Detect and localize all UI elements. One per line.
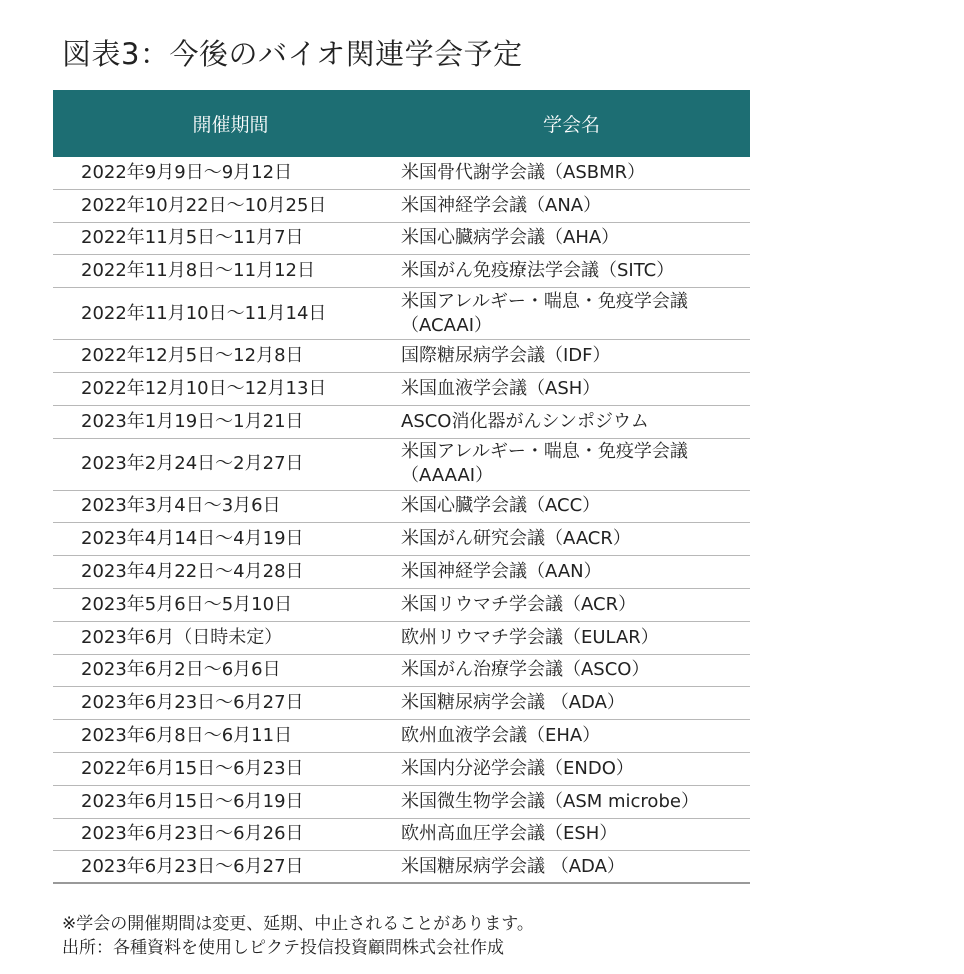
period-cell: 2023年6月8日～6月11日 xyxy=(81,725,293,747)
conference-name-line: 欧州血液学会議（EHA） xyxy=(401,725,601,747)
table-row xyxy=(53,589,750,622)
conference-name-line: 国際糖尿病学会議（IDF） xyxy=(401,345,611,367)
conference-name-cell xyxy=(379,259,750,283)
period-cell: 2022年11月5日～11月7日 xyxy=(81,227,304,249)
period-cell: 2023年6月23日～6月27日 xyxy=(81,855,304,877)
conference-name-cell xyxy=(379,194,750,218)
table-row xyxy=(53,190,750,223)
conference-name-line: 米国がん治療学会議（ASCO） xyxy=(401,659,650,681)
conference-name-line: 欧州高血圧学会議（ESH） xyxy=(401,823,618,845)
period-cell: 2022年9月9日～9月12日 xyxy=(81,161,293,183)
table-row xyxy=(53,288,750,340)
conference-name-cell xyxy=(379,626,750,650)
conference-name-line: 米国がん免疫療法学会議（SITC） xyxy=(401,260,675,282)
conference-name-line: 米国アレルギー・喘息・免疫学会議 xyxy=(401,441,688,463)
table-row xyxy=(53,655,750,688)
table-row xyxy=(53,720,750,753)
conference-table xyxy=(53,90,750,884)
conference-name-cell xyxy=(379,560,750,584)
conference-name-cell xyxy=(379,822,750,846)
period-cell: 2023年6月23日～6月27日 xyxy=(81,692,304,714)
table-row xyxy=(53,373,750,406)
conference-name-line: 米国血液学会議（ASH） xyxy=(401,377,601,399)
conference-name-cell xyxy=(379,790,750,814)
table-row xyxy=(53,687,750,720)
table-row xyxy=(53,439,750,491)
footnotes xyxy=(62,912,534,960)
period-cell: 2022年11月10日～11月14日 xyxy=(81,302,327,324)
period-cell: 2022年6月15日～6月23日 xyxy=(81,757,304,779)
conference-name-cell xyxy=(379,855,750,879)
table-body xyxy=(53,157,750,884)
conference-name-line: 米国リウマチ学会議（ACR） xyxy=(401,593,637,615)
table-row xyxy=(53,622,750,655)
page-title: 図表3：今後のバイオ関連学会予定 xyxy=(62,37,523,71)
conference-name-line: 米国がん研究会議（AACR） xyxy=(401,528,631,550)
conference-name-line: 米国糖尿病学会議 （ADA） xyxy=(401,855,625,877)
period-cell: 2023年5月6日～5月10日 xyxy=(81,593,293,615)
period-cell: 2023年2月24日～2月27日 xyxy=(81,453,304,475)
conference-name-line: 欧州リウマチ学会議（EULAR） xyxy=(401,626,659,648)
footnote-disclaimer: ※学会の開催期間は変更、延期、中止されることがあります。 xyxy=(62,914,534,934)
conference-name-cell xyxy=(379,691,750,715)
conference-name-cell xyxy=(379,377,750,401)
conference-name-line: 米国心臓病学会議（AHA） xyxy=(401,227,620,249)
table-row xyxy=(53,851,750,884)
conference-name-cell xyxy=(379,440,750,488)
conference-name-cell xyxy=(379,593,750,617)
period-cell: 2022年10月22日～10月25日 xyxy=(81,194,327,216)
conference-name-line: 米国骨代謝学会議（ASBMR） xyxy=(401,161,646,183)
period-cell: 2022年12月5日～12月8日 xyxy=(81,345,304,367)
period-cell: 2023年1月19日～1月21日 xyxy=(81,410,304,432)
period-cell: 2023年4月22日～4月28日 xyxy=(81,561,304,583)
period-cell: 2022年11月8日～11月12日 xyxy=(81,260,315,282)
table-row xyxy=(53,157,750,190)
table-row xyxy=(53,819,750,852)
conference-name-cell xyxy=(379,658,750,682)
table-row xyxy=(53,223,750,256)
conference-name-cell xyxy=(379,724,750,748)
table-row xyxy=(53,340,750,373)
period-cell: 2022年12月10日～12月13日 xyxy=(81,377,327,399)
header-period: 開催期間 xyxy=(192,114,269,136)
conference-name-cell xyxy=(379,226,750,250)
header-name: 学会名 xyxy=(542,114,600,136)
conference-name-line: 米国微生物学会議（ASM microbe） xyxy=(401,790,699,812)
table-row xyxy=(53,786,750,819)
period-cell: 2023年6月2日～6月6日 xyxy=(81,659,281,681)
conference-name-line: 米国心臓学会議（ACC） xyxy=(401,495,601,517)
table-row xyxy=(53,406,750,439)
conference-name-line: 米国アレルギー・喘息・免疫学会議 xyxy=(401,290,688,312)
footnote-source: 出所：各種資料を使用しピクテ投信投資顧問株式会社作成 xyxy=(62,938,504,958)
table-row xyxy=(53,556,750,589)
table-row xyxy=(53,523,750,556)
conference-name-line: ASCO消化器がんシンポジウム xyxy=(401,410,649,432)
conference-name-cell xyxy=(379,410,750,434)
period-cell: 2023年6月（日時未定） xyxy=(81,626,283,648)
conference-name-cell xyxy=(379,290,750,338)
table-row xyxy=(53,255,750,288)
conference-name-cell xyxy=(379,757,750,781)
conference-name-line: 米国神経学会議（AAN） xyxy=(401,561,602,583)
conference-name-line: 米国糖尿病学会議 （ADA） xyxy=(401,692,625,714)
table-header xyxy=(53,90,750,157)
table-row xyxy=(53,753,750,786)
conference-name-line: （AAAAI） xyxy=(401,465,494,487)
conference-name-line: 米国内分泌学会議（ENDO） xyxy=(401,757,634,779)
period-cell: 2023年3月4日～3月6日 xyxy=(81,495,281,517)
period-cell: 2023年4月14日～4月19日 xyxy=(81,528,304,550)
conference-name-cell xyxy=(379,494,750,518)
period-cell: 2023年6月23日～6月26日 xyxy=(81,823,304,845)
conference-name-cell xyxy=(379,527,750,551)
period-cell: 2023年6月15日～6月19日 xyxy=(81,790,304,812)
conference-name-line: （ACAAI） xyxy=(401,314,493,336)
conference-name-cell xyxy=(379,344,750,368)
conference-name-line: 米国神経学会議（ANA） xyxy=(401,194,602,216)
conference-name-cell xyxy=(379,161,750,185)
table-row xyxy=(53,491,750,524)
